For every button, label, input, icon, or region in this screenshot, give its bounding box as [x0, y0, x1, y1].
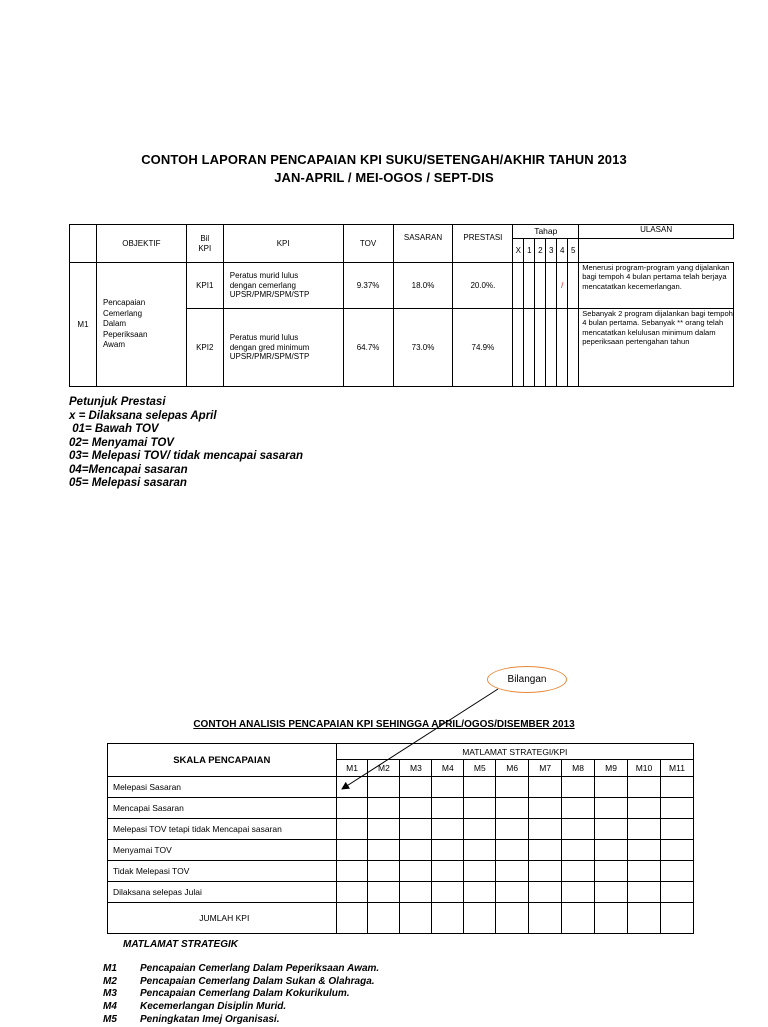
count-cell [660, 798, 693, 819]
count-cell [368, 777, 400, 798]
kpi-bil: KPI1 [186, 263, 223, 309]
column-header: M6 [496, 760, 529, 777]
count-cell [464, 777, 496, 798]
header-tov: TOV [343, 225, 393, 263]
count-cell [336, 777, 368, 798]
count-cell [562, 840, 595, 861]
count-cell [496, 840, 529, 861]
skala-header: SKALA PENCAPAIAN [108, 744, 337, 777]
strategik-text: Pencapaian Cemerlang Dalam Sukan & Olahraga. [140, 975, 375, 987]
count-cell [660, 903, 693, 934]
analysis-title: CONTOH ANALISIS PENCAPAIAN KPI SEHINGGA APRIL/OGOS/DISEMBER 2013 [193, 719, 575, 730]
performance-legend [69, 396, 303, 491]
header-tahap: Tahap [513, 225, 579, 239]
header-kpi: KPI [223, 225, 343, 263]
count-cell [368, 861, 400, 882]
kpi-ulasan: Sebanyak 2 program dijalankan bagi tempoh 4 bulan pertama. Sebanyak ** orang telah mencatatkan kelulusan minimum dalam peperiksaan pertengahan tahun [579, 309, 734, 387]
tahap-cell [546, 263, 557, 309]
strategik-text: Kecemerlangan Disiplin Murid. [140, 1001, 287, 1013]
legend-item: x = Dilaksana selepas April [69, 409, 217, 422]
count-cell [660, 819, 693, 840]
count-cell [464, 819, 496, 840]
count-cell [595, 798, 628, 819]
kpi-ulasan: Menerusi program-program yang dijalankan bagi tempoh 4 bulan pertama telah berjaya mencatatkan kecemerlangan. [579, 263, 734, 309]
count-cell [595, 777, 628, 798]
count-cell [627, 882, 660, 903]
strategik-text: Peningkatan Imej Organisasi. [140, 1013, 280, 1025]
count-cell [595, 840, 628, 861]
count-cell [432, 840, 464, 861]
count-cell [400, 798, 432, 819]
header-objektif: OBJEKTIF [96, 225, 186, 263]
tahap-cell [568, 263, 579, 309]
column-header: M4 [432, 760, 464, 777]
header-blank [70, 225, 97, 263]
count-cell [496, 798, 529, 819]
column-header: M10 [627, 760, 660, 777]
skala-row [108, 840, 694, 861]
legend-title: Petunjuk Prestasi [69, 396, 166, 408]
skala-label: Tidak Melepasi TOV [108, 861, 337, 882]
count-cell [464, 840, 496, 861]
count-cell [660, 882, 693, 903]
count-cell [496, 861, 529, 882]
count-cell [464, 903, 496, 934]
count-cell [400, 777, 432, 798]
count-cell [368, 819, 400, 840]
strategik-code: M2 [103, 975, 117, 987]
tahap-level: 1 [524, 239, 535, 263]
kpi-tov: 9.37% [343, 263, 393, 309]
skala-label: Menyamai TOV [108, 840, 337, 861]
strategik-item [103, 1001, 379, 1014]
count-cell [336, 840, 368, 861]
count-cell [627, 819, 660, 840]
total-row [108, 903, 694, 934]
count-cell [432, 777, 464, 798]
tahap-mark: / [557, 263, 568, 309]
count-cell [529, 798, 562, 819]
count-cell [496, 882, 529, 903]
count-cell [432, 798, 464, 819]
count-cell [562, 819, 595, 840]
count-cell [336, 861, 368, 882]
kpi-bil: KPI2 [186, 309, 223, 387]
kpi-report-table [69, 224, 734, 387]
tahap-cell [524, 263, 535, 309]
column-header: M11 [660, 760, 693, 777]
count-cell [400, 840, 432, 861]
strategik-item [103, 1014, 379, 1027]
column-header: M1 [336, 760, 368, 777]
kpi-description: Peratus murid lulus dengan gred minimum UPSR/PMR/SPM/STP [223, 309, 343, 387]
skala-label: Melepasi Sasaran [108, 777, 337, 798]
skala-row [108, 798, 694, 819]
matlamat-header: MATLAMAT STRATEGI/KPI [336, 744, 693, 760]
strategik-code: M5 [103, 1013, 117, 1025]
total-label: JUMLAH KPI [108, 903, 337, 934]
count-cell [529, 840, 562, 861]
kpi-prestasi: 74.9% [453, 309, 513, 387]
strategik-text: Pencapaian Cemerlang Dalam Peperiksaan Awam. [140, 963, 380, 974]
strategik-title: MATLAMAT STRATEGIK [123, 939, 238, 950]
count-cell [336, 882, 368, 903]
count-cell [595, 819, 628, 840]
count-cell [627, 777, 660, 798]
legend-item: 01= Bawah TOV [69, 423, 159, 435]
count-cell [660, 840, 693, 861]
count-cell [400, 903, 432, 934]
tahap-cell [513, 263, 524, 309]
strategik-code: M1 [103, 963, 117, 974]
legend-item: 02= Menyamai TOV [69, 436, 174, 449]
count-cell [627, 798, 660, 819]
count-cell [336, 798, 368, 819]
skala-row [108, 861, 694, 882]
ulasan-header-gap [579, 239, 734, 263]
count-cell [529, 882, 562, 903]
tahap-level: 5 [568, 239, 579, 263]
skala-row [108, 777, 694, 798]
count-cell [496, 819, 529, 840]
analysis-body [108, 777, 694, 934]
count-cell [368, 798, 400, 819]
legend-item: 05= Melepasi sasaran [69, 477, 187, 489]
header-prestasi: PRESTASI [453, 225, 513, 263]
count-cell [595, 861, 628, 882]
bilangan-callout: Bilangan [487, 666, 567, 693]
kpi-sasaran: 18.0% [393, 263, 453, 309]
count-cell [400, 861, 432, 882]
header-bil-kpi: Bil KPI [186, 225, 223, 263]
tahap-cell [557, 309, 568, 387]
tahap-level: X [513, 239, 524, 263]
strategik-item [103, 963, 379, 976]
count-cell [432, 903, 464, 934]
header-ulasan: ULASAN [579, 225, 734, 239]
skala-row [108, 819, 694, 840]
tahap-cell [513, 309, 524, 387]
report-title: CONTOH LAPORAN PENCAPAIAN KPI SUKU/SETENGAH/AKHIR TAHUN 2013 [141, 152, 627, 167]
column-header: M5 [464, 760, 496, 777]
legend-item: 04=Mencapai sasaran [69, 463, 188, 476]
count-cell [529, 861, 562, 882]
objektif-text: Pencapaian Cemerlang Dalam Peperiksaan Awam [96, 263, 186, 387]
count-cell [400, 882, 432, 903]
count-cell [595, 882, 628, 903]
count-cell [562, 882, 595, 903]
count-cell [562, 903, 595, 934]
kpi-tov: 64.7% [343, 309, 393, 387]
strategik-text: Pencapaian Cemerlang Dalam Kokurikulum. [140, 988, 350, 1000]
count-cell [529, 819, 562, 840]
count-cell [400, 819, 432, 840]
count-cell [432, 882, 464, 903]
skala-row [108, 882, 694, 903]
tahap-level: 3 [546, 239, 557, 263]
count-cell [368, 903, 400, 934]
skala-label: Melepasi TOV tetapi tidak Mencapai sasaran [108, 819, 337, 840]
count-cell [529, 777, 562, 798]
strategik-item [103, 976, 379, 989]
tahap-level: 4 [557, 239, 568, 263]
count-cell [496, 903, 529, 934]
skala-label: Dilaksana selepas Julai [108, 882, 337, 903]
count-cell [660, 777, 693, 798]
count-cell [368, 840, 400, 861]
strategik-item [103, 988, 379, 1001]
column-header: M2 [368, 760, 400, 777]
column-header: M7 [529, 760, 562, 777]
legend-item: 03= Melepasi TOV/ tidak mencapai sasaran [69, 450, 304, 462]
count-cell [627, 840, 660, 861]
kpi-description: Peratus murid lulus dengan cemerlang UPSR/PMR/SPM/STP [223, 263, 343, 309]
count-cell [336, 903, 368, 934]
count-cell [464, 861, 496, 882]
tahap-cell [535, 263, 546, 309]
count-cell [336, 819, 368, 840]
column-header: M3 [400, 760, 432, 777]
count-cell [627, 861, 660, 882]
count-cell [562, 798, 595, 819]
count-cell [562, 777, 595, 798]
tahap-level: 2 [535, 239, 546, 263]
count-cell [368, 882, 400, 903]
tahap-cell [524, 309, 535, 387]
column-header: M8 [562, 760, 595, 777]
header-sasaran: SASARAN [393, 225, 453, 263]
count-cell [432, 819, 464, 840]
skala-label: Mencapai Sasaran [108, 798, 337, 819]
count-cell [464, 882, 496, 903]
count-cell [529, 903, 562, 934]
count-cell [627, 903, 660, 934]
kpi-prestasi: 20.0%. [453, 263, 513, 309]
count-cell [464, 798, 496, 819]
tahap-cell [546, 309, 557, 387]
count-cell [562, 861, 595, 882]
report-period: JAN-APRIL / MEI-OGOS / SEPT-DIS [274, 170, 494, 185]
strategik-list [103, 963, 379, 1027]
column-header: M9 [595, 760, 628, 777]
count-cell [496, 777, 529, 798]
strategik-code: M3 [103, 988, 117, 1000]
row-code: M1 [70, 263, 97, 387]
count-cell [432, 861, 464, 882]
strategik-code: M4 [103, 1001, 117, 1013]
tahap-cell [535, 309, 546, 387]
tahap-cell [568, 309, 579, 387]
analysis-table [107, 743, 694, 934]
kpi-sasaran: 73.0% [393, 309, 453, 387]
count-cell [595, 903, 628, 934]
count-cell [660, 861, 693, 882]
